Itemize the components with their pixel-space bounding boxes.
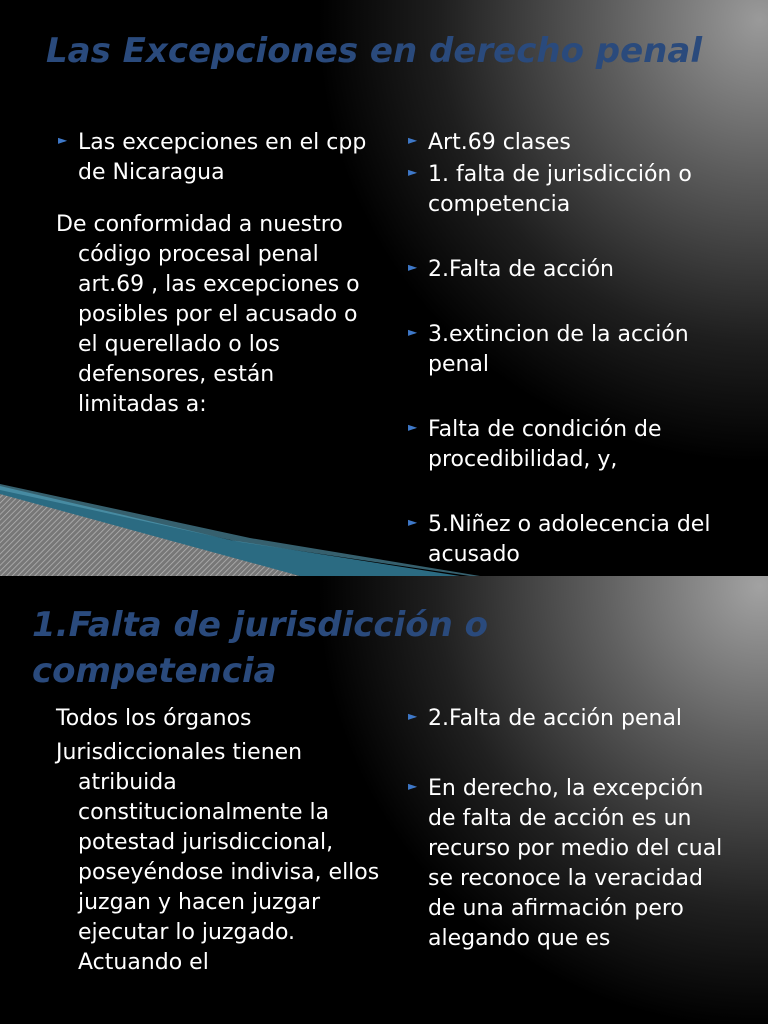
list-item: ► Art.69 clases <box>408 130 571 155</box>
triangle-bullet-icon: ► <box>408 260 418 274</box>
paragraph: De conformidad a nuestro código procesal penal art.69 , las excepciones o posibles por el acusado o el querellado o los defensores, están limitadas a: <box>56 212 360 417</box>
list-item: ► 1. falta de jurisdicción o competencia <box>408 162 692 217</box>
list-item: ► 2.Falta de acción <box>408 257 615 282</box>
list-item: ► En derecho, la excepción de falta de acción es un recurso por medio del cual se reconoce la veracidad de una afirmación pero alegando que es <box>408 776 723 951</box>
triangle-bullet-icon: ► <box>408 515 418 529</box>
triangle-bullet-icon: ► <box>58 133 68 147</box>
list-item: ► 2.Falta de acción penal <box>408 706 683 731</box>
slide-1-title: Las Excepciones en derecho penal <box>46 31 702 71</box>
decorative-swoosh <box>0 480 768 576</box>
list-item: ► Falta de condición de procedibilidad, y, <box>408 417 662 472</box>
list-item: ► Las excepciones en el cpp de Nicaragua <box>58 130 367 185</box>
triangle-bullet-icon: ► <box>408 165 418 179</box>
slide-2-right-column <box>406 704 726 954</box>
slide-1-left-column <box>56 128 376 420</box>
paragraph: Todos los órganos <box>56 706 252 731</box>
paragraph: Jurisdiccionales tienen atribuida constitucionalmente la potestad jurisdiccional, poseyéndose indivisa, ellos juzgan y hacen juzgar ejecutar lo juzgado. Actuando el <box>56 740 380 975</box>
slide-2 <box>0 576 768 1024</box>
list-item: ► 5.Niñez o adolecencia del acusado <box>408 512 711 567</box>
triangle-bullet-icon: ► <box>408 325 418 339</box>
triangle-bullet-icon: ► <box>408 420 418 434</box>
triangle-bullet-icon: ► <box>408 133 418 147</box>
slide-2-left-column <box>56 704 386 978</box>
triangle-bullet-icon: ► <box>408 709 418 723</box>
slide-2-title: 1.Falta de jurisdicción o competencia <box>32 605 488 691</box>
triangle-bullet-icon: ► <box>408 779 418 793</box>
list-item: ► 3.extincion de la acción penal <box>408 322 689 377</box>
